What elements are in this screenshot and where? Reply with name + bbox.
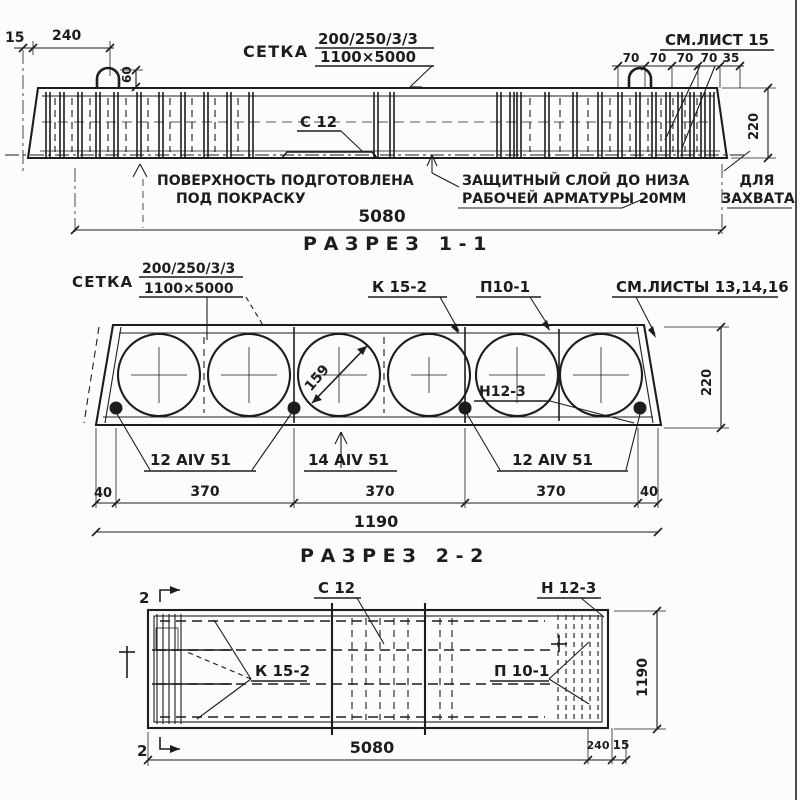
dim-220-v1: [722, 84, 776, 162]
grip-note-line1: ДЛЯ: [739, 173, 775, 189]
lifting-loop-left: [97, 68, 119, 88]
mesh-title-v2: СЕТКА: [72, 273, 134, 291]
dim-70-2: 70: [649, 51, 667, 65]
see-sheets-callout: [612, 278, 789, 338]
view2-cross-section: [72, 261, 789, 567]
dim-35: 35: [722, 51, 740, 65]
grip-note: [721, 151, 795, 208]
void-circles: [118, 334, 642, 416]
surface-note-line2: ПОД ПОКРАСКУ: [176, 191, 306, 207]
mesh-title-v1: СЕТКА: [243, 42, 309, 61]
k15-v3-label: К 15-2: [255, 662, 311, 680]
c12-callout-v1: [282, 113, 377, 158]
web-bars-and-dots: [110, 327, 647, 423]
void-diameter-159: [302, 346, 367, 403]
k15-v2-label: К 15-2: [372, 278, 428, 296]
p10-v3-label: П 10-1: [494, 662, 550, 680]
dim-220-v2-label: 220: [700, 368, 715, 396]
view1-title: РАЗРЕЗ 1-1: [303, 233, 493, 255]
c12-v3-label: С 12: [318, 579, 356, 597]
dim-220-v2: [664, 323, 729, 432]
n12-v2-label: Н12-3: [479, 384, 526, 400]
mesh-num-v2: 200/250/3/3: [142, 261, 236, 277]
surface-note-line1: ПОВЕРХНОСТЬ ПОДГОТОВЛЕНА: [157, 173, 414, 189]
view1-elevation: [5, 28, 795, 255]
n12-callout-v3: [537, 579, 604, 617]
dim-370-a: 370: [190, 484, 220, 500]
mesh-den-v2: 1100×5000: [144, 281, 234, 297]
c12-callout-v3: [314, 579, 384, 644]
dia-159-label: 159: [301, 361, 333, 395]
dim-1190-v2-label: 1190: [353, 512, 399, 531]
dim-row-1190-v2: [92, 512, 662, 536]
dim-370-c: 370: [536, 484, 566, 500]
see-sheet-label: СМ.ЛИСТ 15: [665, 31, 769, 49]
k15-callout-v3: [187, 620, 310, 719]
dim-15-v3-label: 15: [612, 738, 630, 752]
see-sheets-label: СМ.ЛИСТЫ 13,14,16: [616, 278, 789, 296]
dim-5080-v3-label: 5080: [349, 738, 395, 757]
mesh-callout-v1: [243, 30, 434, 87]
p10-v2-label: П10-1: [480, 278, 531, 296]
dim-70-1: 70: [622, 51, 640, 65]
dim-5080-v1-label: 5080: [358, 207, 406, 227]
dim-220-v1-label: 220: [747, 112, 762, 140]
mesh-num-v1: 200/250/3/3: [318, 30, 418, 48]
bars-left-label: 12 АIV 51: [150, 451, 231, 469]
n12-v3-label: Н 12-3: [541, 579, 597, 597]
dim-60-label: 60: [120, 66, 134, 83]
lifting-loop-right: [629, 68, 651, 88]
bars-left-callout: [117, 414, 291, 471]
mesh-callout-v2: [72, 261, 264, 340]
dim-370-b: 370: [365, 484, 395, 500]
grip-note-line2: ЗАХВАТА: [721, 191, 795, 207]
cut-mark-bottom-label: 2: [137, 742, 148, 760]
dim-70-3: 70: [676, 51, 694, 65]
cut-mark-top-label: 2: [139, 589, 150, 607]
bars-right-callout: [467, 414, 640, 471]
dim-40-left: 40: [93, 486, 113, 501]
cover-note: [427, 155, 689, 208]
dim-70-4: 70: [700, 51, 718, 65]
dim-1190-v3: [614, 607, 666, 733]
cut-mark-top: [139, 586, 180, 607]
dim-1190-v3-label: 1190: [635, 658, 651, 697]
cut-mark-bottom: [137, 737, 180, 760]
dim-240-v3-label: 240: [586, 739, 610, 752]
stirrup-bars: [46, 92, 714, 157]
dim-240-label: 240: [52, 28, 82, 44]
p10-callout-v2: [476, 278, 550, 331]
cover-note-line1: ЗАЩИТНЫЙ СЛОЙ ДО НИЗА: [462, 173, 690, 189]
view3-plan: [119, 579, 666, 766]
view2-title: РАЗРЕЗ 2-2: [300, 545, 490, 567]
dim-40-right: 40: [639, 485, 659, 500]
bars-mid-callout: [304, 432, 397, 471]
bars-right-label: 12 АIV 51: [512, 451, 593, 469]
c12-v1-label: С 12: [300, 113, 338, 131]
cut-mark-left: [119, 646, 135, 678]
dim-15-label: 15: [5, 30, 25, 46]
dim-5080-v3: [144, 728, 630, 766]
cut-mark-right: [551, 635, 567, 652]
bars-mid-label: 14 АIV 51: [308, 451, 389, 469]
cover-note-line2: РАБОЧЕЙ АРМАТУРЫ 20ММ: [462, 191, 687, 207]
mesh-den-v1: 1100×5000: [320, 48, 417, 66]
